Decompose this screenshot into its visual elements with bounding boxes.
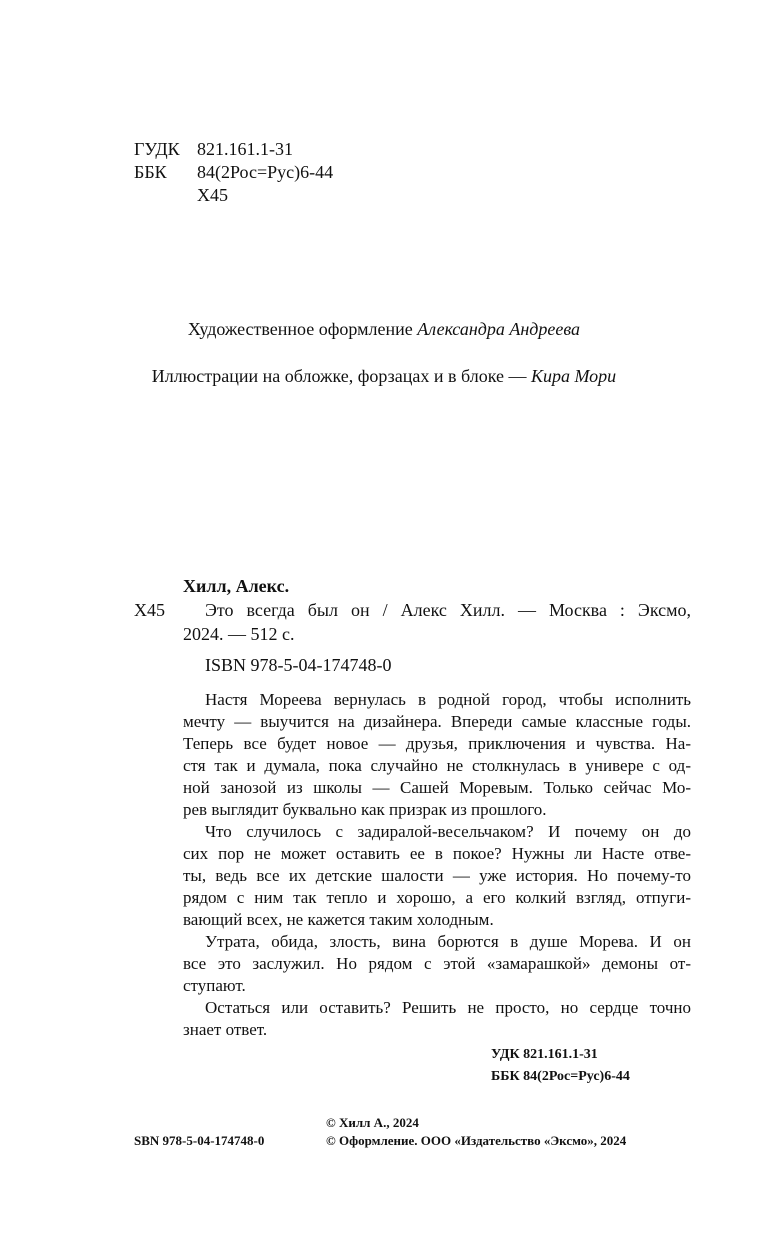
isbn: ISBN 978-5-04-174748-0 xyxy=(205,655,392,675)
bbk-value: 84(2Рос=Рус)6-44 xyxy=(197,162,334,182)
annotation-p2-line: сих пор не может оставить ее в покое? Нужны ли Насте отве- xyxy=(183,844,691,863)
isbn-short: SBN 978-5-04-174748-0 xyxy=(134,1133,265,1148)
annotation-p1-line: мечту — выучится на дизайнера. Впереди самые классные годы. xyxy=(183,712,691,731)
annotation-p2-line: ты, ведь все их детские шалости — уже история. Но почему-то xyxy=(183,866,691,885)
udk-value: 821.161.1-31 xyxy=(197,139,293,159)
title-line-2: 2024. — 512 с. xyxy=(183,624,295,644)
annotation-p2-line: вающий всех, не кажется таким холодным. xyxy=(183,910,494,929)
design-credit xyxy=(0,318,768,340)
annotation-p1-line: ной занозой из школы — Сашей Моревым. Только сейчас Мо- xyxy=(183,778,691,797)
bottom-bbk: ББК 84(2Рос=Рус)6-44 xyxy=(491,1069,630,1084)
author-mark: Х45 xyxy=(134,600,165,620)
bottom-udk: УДК 821.161.1-31 xyxy=(491,1047,598,1062)
annotation-p3-line: все это заслужил. Но рядом с этой «замарашкой» демоны от- xyxy=(183,954,691,973)
illustrations-credit xyxy=(0,365,768,387)
annotation-p1-line: Теперь все будет новое — друзья, приключения и чувства. На- xyxy=(183,734,691,753)
annotation-p1-line: рев выглядит буквально как призрак из прошлого. xyxy=(183,800,547,819)
title-line-1: Это всегда был он / Алекс Хилл. — Москва : Эксмо, xyxy=(205,600,691,620)
bbk-label: ББК xyxy=(134,162,167,182)
design-credit-prefix: Художественное оформление xyxy=(187,319,418,339)
copyright-author: © Хилл А., 2024 xyxy=(326,1115,419,1130)
annotation-p3-line: ступают. xyxy=(183,976,246,995)
annotation-p1-line: стя так и думала, пока случайно не столкнулась в универе с од- xyxy=(183,756,691,775)
copyright-design: © Оформление. ООО «Издательство «Эксмо», 2024 xyxy=(326,1133,627,1148)
annotation-p2-line: Что случилось с задиралой-весельчаком? И почему он до xyxy=(205,822,691,841)
annotation-p2-line: рядом с ним так тепло и хорошо, а его колкий взгляд, отпуги- xyxy=(183,888,691,907)
author-heading: Хилл, Алекс. xyxy=(183,576,290,596)
annotation-p4-line: Остаться или оставить? Решить не просто, но сердце точно xyxy=(205,998,691,1017)
illustrations-credit-name: Кира Мори xyxy=(530,366,617,386)
illustrations-credit-prefix: Иллюстрации на обложке, форзацах и в блоке — xyxy=(151,366,531,386)
annotation-p3-line: Утрата, обида, злость, вина борются в душе Морева. И он xyxy=(205,932,691,951)
annotation-p4-line: знает ответ. xyxy=(183,1020,268,1039)
design-credit-name: Александра Андреева xyxy=(417,319,581,339)
annotation-p1-line: Настя Мореева вернулась в родной город, чтобы исполнить xyxy=(205,690,691,709)
author-mark-top: Х45 xyxy=(197,185,228,205)
udk-label: ГУДК xyxy=(134,139,180,159)
